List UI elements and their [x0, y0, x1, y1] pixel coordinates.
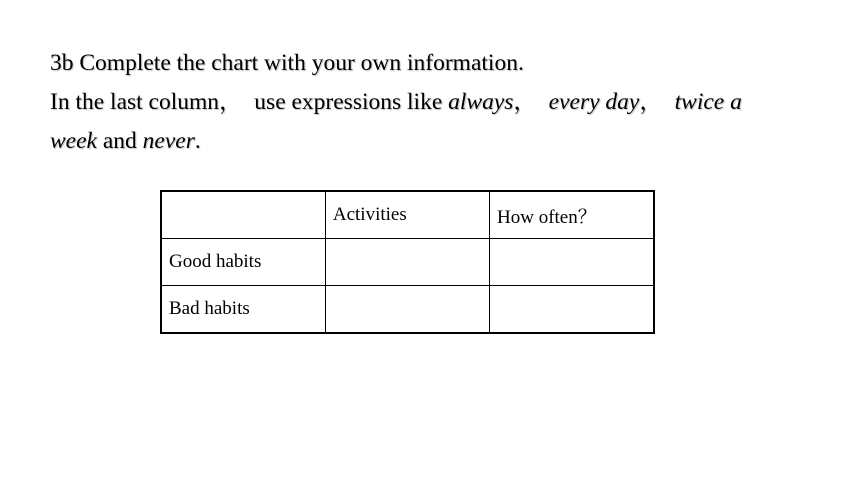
header-cell-activities: Activities: [325, 191, 489, 239]
instructions: [50, 44, 830, 161]
example-expression: twice a: [674, 89, 742, 115]
row-label: Bad habits: [161, 286, 325, 334]
example-expression: always: [448, 89, 514, 115]
instruction-text: In the last column: [50, 89, 220, 115]
example-expression: week: [50, 128, 97, 154]
header-cell-empty: [161, 191, 325, 239]
period: .: [194, 128, 201, 154]
separator: ，: [219, 89, 255, 115]
header-cell-how-often: How often？: [490, 191, 655, 239]
activities-cell[interactable]: [325, 239, 489, 286]
row-label: Good habits: [161, 239, 325, 286]
separator: ，: [513, 89, 549, 115]
separator: ，: [639, 89, 675, 115]
instruction-line-2: [50, 83, 830, 122]
instruction-line-3: [50, 122, 830, 161]
example-expression: never: [142, 128, 195, 154]
activities-cell[interactable]: [325, 286, 489, 334]
how-often-cell[interactable]: [490, 239, 655, 286]
habit-chart: [160, 190, 655, 334]
table-row-good-habits: [161, 239, 654, 286]
example-expression: every day: [548, 89, 640, 115]
table-row-bad-habits: [161, 286, 654, 334]
instruction-text: use expressions like: [254, 89, 449, 115]
how-often-cell[interactable]: [490, 286, 655, 334]
header-row: [161, 191, 654, 239]
task-title: 3b Complete the chart with your own information.: [50, 50, 524, 76]
instruction-text: and: [96, 128, 143, 154]
